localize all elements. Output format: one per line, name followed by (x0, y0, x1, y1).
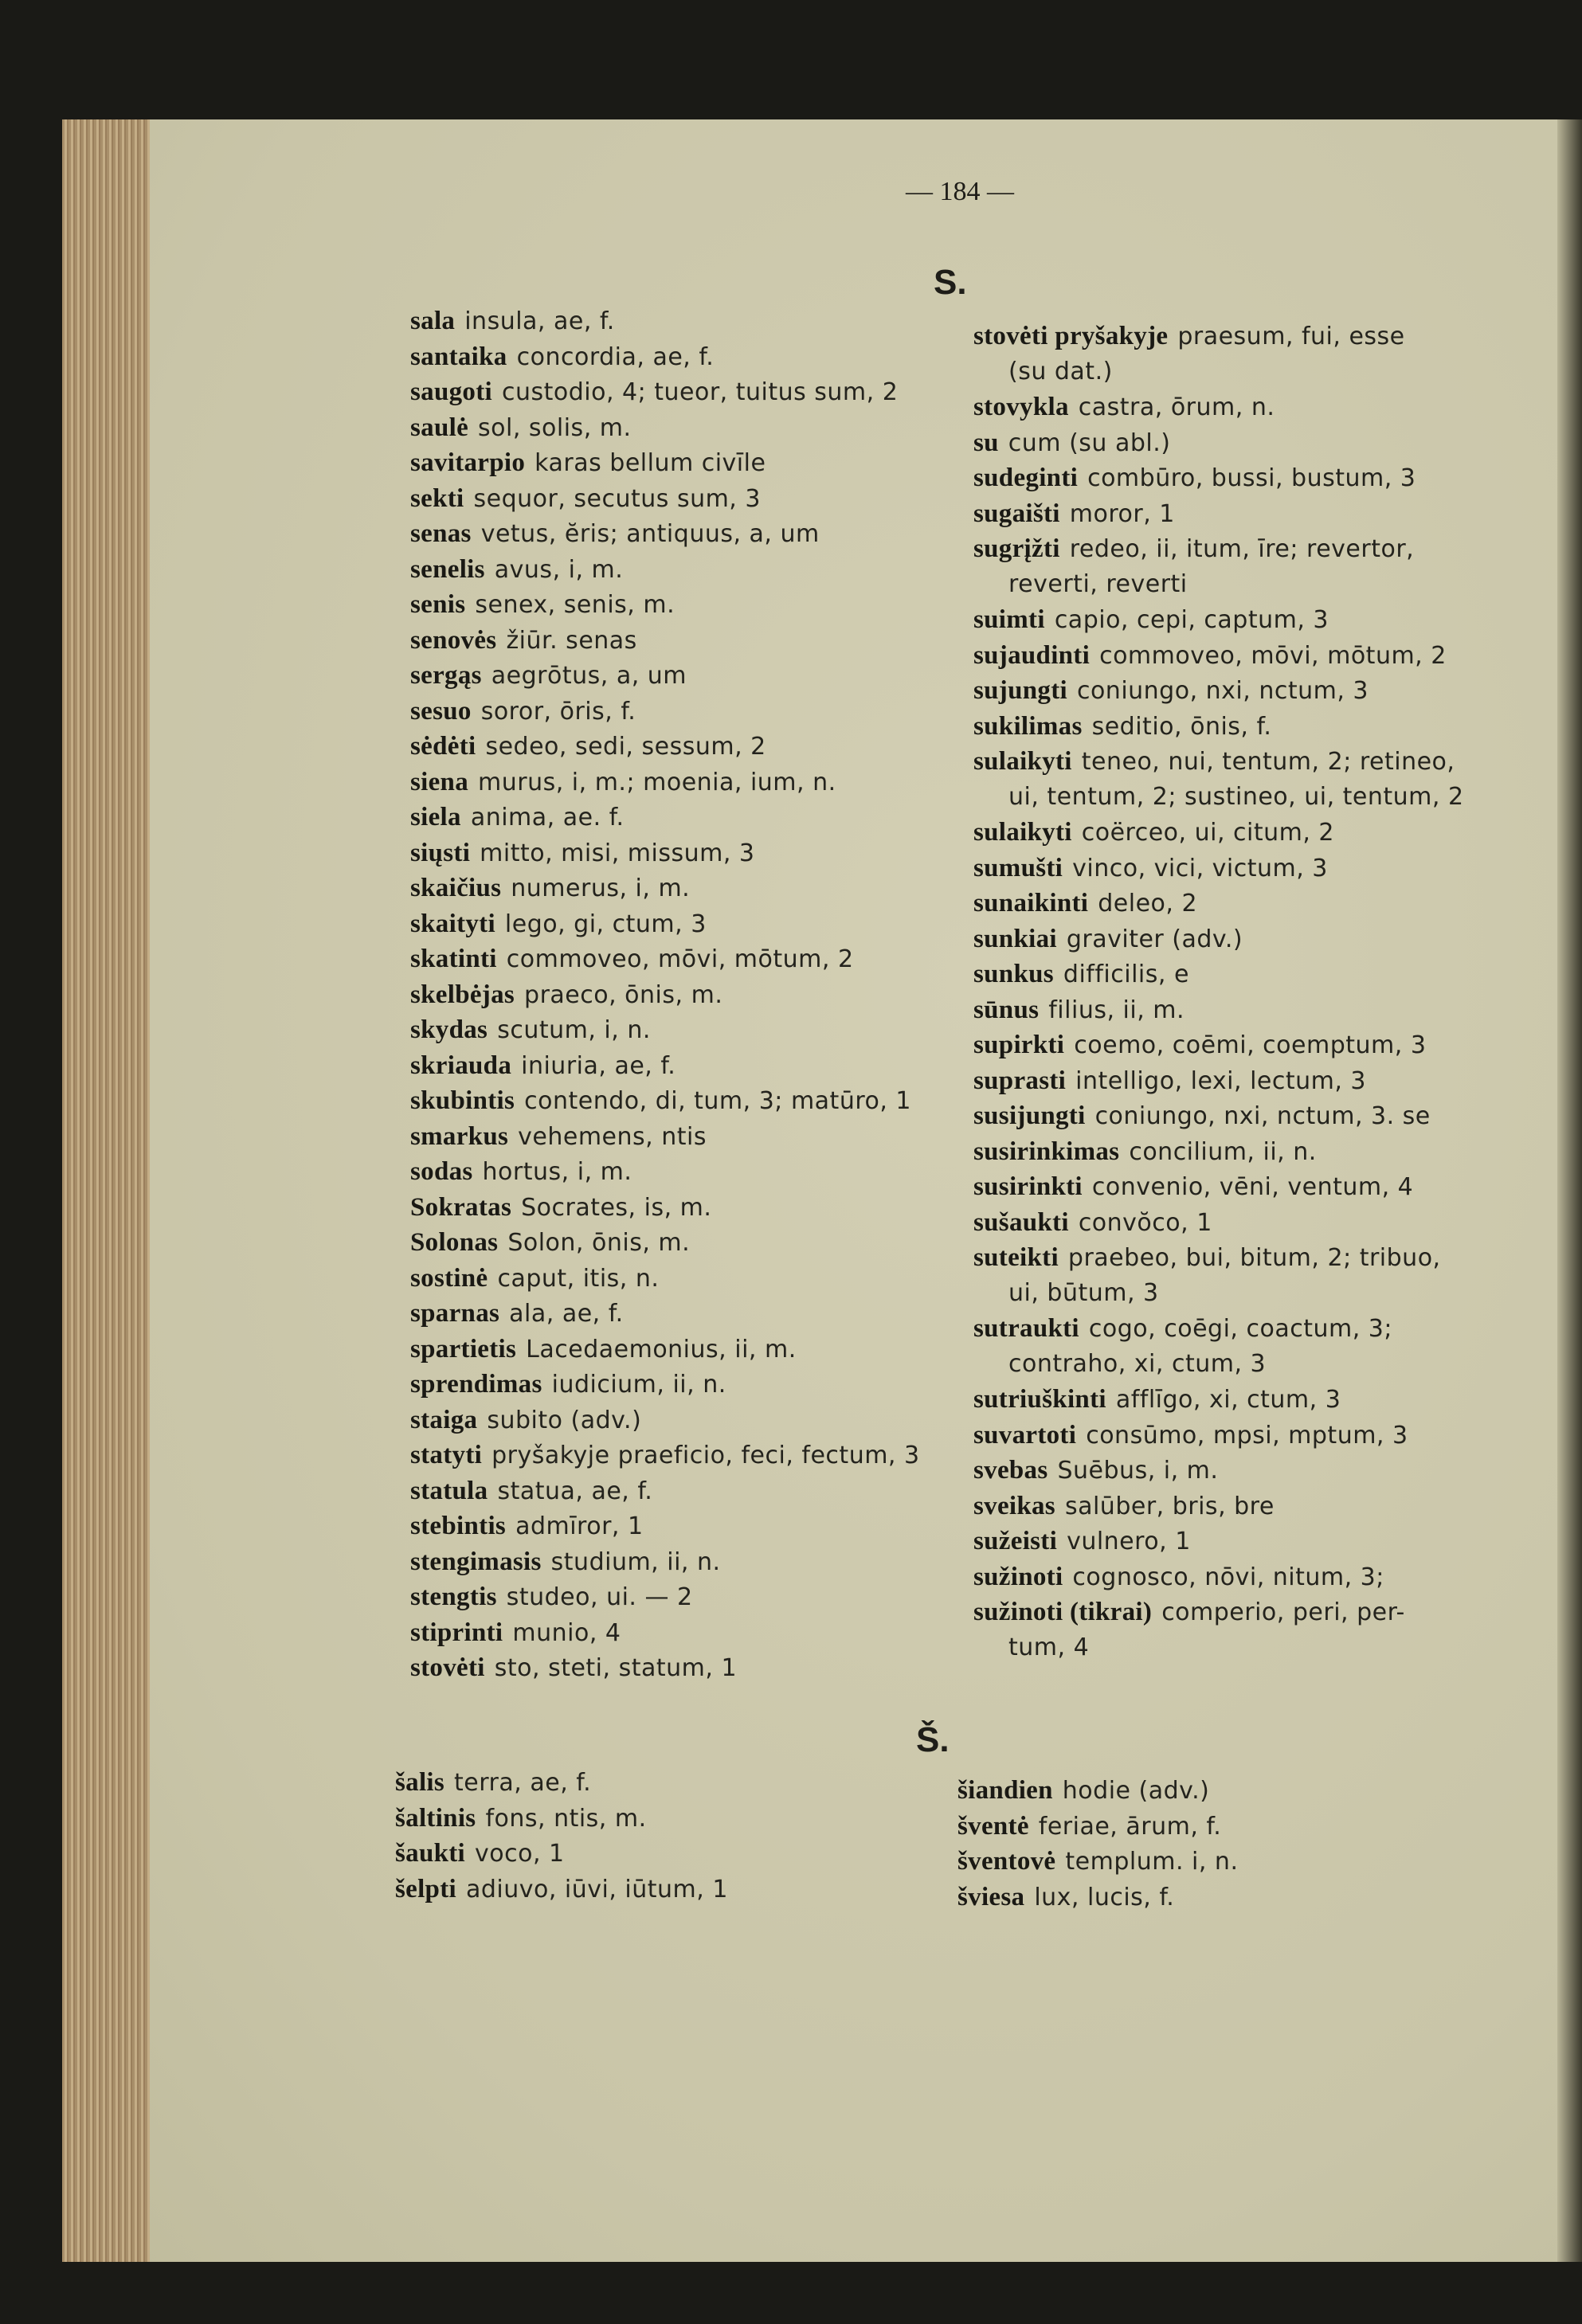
dictionary-entry (973, 996, 1515, 1031)
entry-definition: adiuvo, iūvi, iūtum, 1 (465, 1875, 728, 1903)
dictionary-entry (973, 1031, 1515, 1066)
entry-definition: sto, steti, statum, 1 (494, 1654, 738, 1682)
entry-definition: sedeo, sedi, sessum, 2 (485, 733, 766, 761)
dictionary-entry (410, 1264, 952, 1300)
entry-definition: coniungo, nxi, nctum, 3. se (1094, 1102, 1431, 1130)
entry-definition: cognosco, nōvi, nitum, 3; (1072, 1563, 1384, 1591)
entry-headword: sveikas (973, 1491, 1055, 1520)
entry-headword: stengimasis (410, 1547, 542, 1576)
dictionary-entry (973, 1385, 1515, 1421)
entry-definition: subito (adv.) (487, 1406, 642, 1434)
entry-headword: santaika (410, 342, 507, 371)
entry-definition: hodie (adv.) (1062, 1777, 1210, 1805)
dictionary-entry (973, 393, 1515, 428)
dictionary-entry (410, 980, 952, 1016)
entry-definition: convenio, vēni, ventum, 4 (1091, 1173, 1414, 1201)
entry-definition: commoveo, mōvi, mōtum, 2 (506, 945, 854, 973)
dictionary-entry (973, 464, 1515, 499)
entry-definition: studium, ii, n. (550, 1547, 721, 1576)
dictionary-entry (410, 1228, 952, 1264)
entry-headword: sulaikyti (973, 747, 1072, 776)
entry-definition: vetus, ĕris; antiquus, a, um (480, 520, 820, 548)
entry-headword: šalis (395, 1768, 445, 1797)
dictionary-entry (410, 1477, 952, 1512)
entry-definition: ala, ae, f. (509, 1300, 624, 1328)
entry-definition: senex, senis, m. (475, 591, 675, 619)
entry-definition: anima, ae. f. (470, 804, 625, 831)
entry-continuation: reverti, reverti (1008, 569, 1188, 598)
entry-definition: lux, lucis, f. (1034, 1883, 1175, 1911)
entry-headword: suimti (973, 605, 1045, 634)
dictionary-entry (410, 1015, 952, 1051)
dictionary-entry (395, 1875, 937, 1911)
dictionary-entry (410, 661, 952, 697)
entry-headword: su (973, 428, 999, 457)
entry-headword: staiga (410, 1405, 478, 1434)
entry-headword: skaičius (410, 874, 502, 902)
entry-definition: filius, ii, m. (1048, 996, 1185, 1024)
dictionary-entry (410, 1512, 952, 1547)
entry-definition: capio, cepi, captum, 3 (1054, 606, 1329, 634)
entry-headword: skydas (410, 1015, 488, 1044)
entry-headword: susirinkimas (973, 1137, 1120, 1166)
dictionary-entry (973, 960, 1515, 996)
dictionary-entry (957, 1776, 1499, 1812)
dictionary-entry (957, 1847, 1499, 1883)
entry-definition: lego, gi, ctum, 3 (504, 910, 707, 938)
entry-definition: murus, i, m.; moenia, ium, n. (478, 768, 836, 796)
page-gutter (1557, 119, 1582, 2262)
dictionary-entry (410, 555, 952, 591)
dictionary-entry (410, 413, 952, 449)
entry-definition: statua, ae, f. (497, 1477, 653, 1505)
entry-headword: senovės (410, 625, 497, 655)
entry-definition: karas bellum civīle (535, 449, 766, 477)
entry-definition: pryšakyje praeficio, feci, fectum, 3 (491, 1442, 920, 1469)
entry-headword: sulaikyti (973, 818, 1072, 847)
entry-definition: mitto, misi, missum, 3 (480, 839, 755, 867)
entry-headword: sužinoti (tikrai) (973, 1598, 1153, 1626)
entry-headword: sostinė (410, 1263, 488, 1293)
entry-continuation: (su dat.) (1008, 357, 1113, 385)
entry-continuation: tum, 4 (1008, 1633, 1090, 1661)
dictionary-entry (395, 1839, 937, 1875)
entry-headword: sprendimas (410, 1370, 542, 1399)
entry-headword: smarkus (410, 1121, 509, 1151)
entry-definition: praebeo, bui, bitum, 2; tribuo, (1067, 1244, 1441, 1272)
dictionary-entry (410, 1299, 952, 1335)
entry-continuation: contraho, xi, ctum, 3 (1008, 1349, 1267, 1378)
dictionary-entry (410, 803, 952, 839)
entry-headword: suprasti (973, 1066, 1067, 1095)
dictionary-entry (410, 1051, 952, 1087)
dictionary-entry (410, 697, 952, 733)
entry-headword: šaltinis (395, 1803, 476, 1833)
entry-definition: contendo, di, tum, 3; matūro, 1 (524, 1087, 912, 1115)
dictionary-entry (395, 1768, 937, 1804)
dictionary-entry (973, 1172, 1515, 1208)
entry-headword: svebas (973, 1456, 1048, 1485)
dictionary-entry (410, 732, 952, 768)
dictionary-entry (973, 1527, 1515, 1563)
entry-definition: iudicium, ii, n. (551, 1371, 726, 1399)
entry-definition: vehemens, ntis (518, 1122, 707, 1151)
entry-headword: sutraukti (973, 1314, 1079, 1343)
dictionary-entry (973, 428, 1515, 464)
dictionary-entry (973, 889, 1515, 925)
entry-headword: siena (410, 767, 469, 796)
entry-definition: cogo, coēgi, coactum, 3; (1088, 1315, 1392, 1343)
dictionary-entry (973, 1598, 1515, 1633)
dictionary-entry (410, 910, 952, 945)
entry-definition: difficilis, e (1063, 961, 1189, 988)
dictionary-entry (410, 342, 952, 378)
entry-definition: studeo, ui. — 2 (506, 1583, 693, 1611)
entry-definition: teneo, nui, tentum, 2; retineo, (1081, 748, 1455, 776)
entry-headword: šiandien (957, 1776, 1053, 1805)
entry-definition: soror, ōris, f. (480, 697, 636, 726)
entry-headword: šaukti (395, 1839, 466, 1868)
entry-headword: sėdėti (410, 732, 476, 761)
entry-definition: terra, ae, f. (454, 1769, 592, 1797)
entry-headword: senas (410, 519, 472, 548)
entry-definition: praesum, fui, esse (1177, 323, 1405, 350)
entry-definition: sol, solis, m. (478, 413, 632, 442)
entry-headword: sunkus (973, 960, 1054, 988)
entry-headword: siela (410, 803, 461, 831)
entry-headword: sudeginti (973, 464, 1079, 492)
entry-headword: skriauda (410, 1050, 512, 1080)
entry-headword: sparnas (410, 1299, 500, 1328)
dictionary-entry (410, 1653, 952, 1689)
entry-definition: moror, 1 (1069, 499, 1175, 528)
dictionary-entry (410, 448, 952, 484)
dictionary-entry (410, 378, 952, 413)
dictionary-entry (410, 874, 952, 910)
dictionary-entry (973, 854, 1515, 890)
entry-headword: suvartoti (973, 1420, 1077, 1450)
entry-definition: seditio, ōnis, f. (1091, 712, 1272, 741)
dictionary-entry (973, 1208, 1515, 1244)
section-heading-s: S. (934, 263, 967, 302)
entry-headword: sujungti (973, 676, 1067, 705)
entry-headword: sužeisti (973, 1527, 1058, 1555)
dictionary-entry (957, 1812, 1499, 1848)
dictionary-entry (410, 1086, 952, 1122)
entry-definition: scutum, i, n. (497, 1016, 651, 1044)
entry-definition: consūmo, mpsi, mptum, 3 (1086, 1421, 1408, 1450)
entry-definition: munio, 4 (512, 1618, 621, 1647)
entry-definition: Solon, ōnis, m. (507, 1229, 691, 1257)
entry-headword: sesuo (410, 696, 472, 726)
entry-definition: coemo, coēmi, coemptum, 3 (1074, 1031, 1427, 1059)
section-sh-left-column (395, 1768, 937, 1910)
dictionary-entry (973, 499, 1515, 535)
entry-headword: šviesa (957, 1882, 1025, 1911)
entry-headword: supirkti (973, 1031, 1065, 1059)
entry-headword: sužinoti (973, 1562, 1063, 1591)
entry-definition: caput, itis, n. (497, 1264, 660, 1293)
entry-headword: sūnus (973, 995, 1040, 1024)
dictionary-entry (410, 839, 952, 874)
entry-definition: concordia, ae, f. (516, 342, 715, 371)
entry-definition: praeco, ōnis, m. (524, 980, 723, 1009)
section-heading-sh: Š. (916, 1720, 950, 1759)
entry-definition: admīror, 1 (515, 1512, 644, 1540)
entry-headword: stovėti (410, 1653, 485, 1682)
entry-headword: sušaukti (973, 1207, 1069, 1237)
entry-headword: sunaikinti (973, 889, 1089, 917)
entry-headword: Solonas (410, 1228, 499, 1257)
dictionary-entry (410, 1335, 952, 1371)
dictionary-entry (973, 1563, 1515, 1598)
dictionary-entry (973, 1456, 1515, 1492)
entry-definition: graviter (adv.) (1066, 925, 1243, 953)
entry-definition: concilium, ii, n. (1129, 1137, 1317, 1166)
entry-headword: Sokratas (410, 1192, 512, 1222)
entry-definition: Suēbus, i, m. (1057, 1457, 1219, 1485)
dictionary-entry (973, 641, 1515, 677)
entry-headword: sutriuškinti (973, 1385, 1106, 1414)
dictionary-entry (973, 1066, 1515, 1102)
entry-headword: suteikti (973, 1243, 1059, 1272)
entry-headword: sujaudinti (973, 640, 1091, 670)
entry-headword: statula (410, 1476, 488, 1505)
section-sh-right-column (957, 1776, 1499, 1918)
entry-definition: Socrates, is, m. (521, 1193, 712, 1222)
dictionary-entry (395, 1804, 937, 1840)
page-edges (62, 119, 150, 2262)
entry-definition: intelligo, lexi, lectum, 3 (1075, 1066, 1367, 1095)
entry-definition: aegrōtus, a, um (491, 662, 687, 690)
entry-definition: templum. i, n. (1065, 1848, 1239, 1876)
section-s-left-column (410, 307, 952, 1689)
dictionary-entry (410, 1370, 952, 1406)
dictionary-entry (410, 590, 952, 626)
entry-definition: iniuria, ae, f. (521, 1051, 676, 1080)
dictionary-entry (410, 768, 952, 804)
entry-definition: žiūr. senas (506, 626, 637, 655)
entry-headword: sala (410, 307, 456, 335)
entry-definition: castra, ōrum, n. (1078, 393, 1275, 421)
dictionary-entry (410, 1193, 952, 1229)
entry-definition: commoveo, mōvi, mōtum, 2 (1099, 641, 1447, 670)
dictionary-entry (410, 484, 952, 520)
dictionary-entry (957, 1883, 1499, 1919)
entry-headword: senis (410, 590, 466, 619)
dictionary-entry (410, 1157, 952, 1193)
section-s-right-column (973, 322, 1515, 1669)
entry-definition: vulnero, 1 (1067, 1528, 1191, 1555)
entry-headword: skatinti (410, 945, 497, 973)
dictionary-entry (410, 626, 952, 662)
entry-headword: sugrįžti (973, 534, 1060, 563)
entry-definition: afflīgo, xi, ctum, 3 (1115, 1386, 1341, 1414)
dictionary-entry (973, 322, 1515, 358)
entry-definition: Lacedaemonius, ii, m. (526, 1335, 797, 1363)
dictionary-entry (410, 1122, 952, 1158)
entry-continuation: ui, tentum, 2; sustineo, ui, tentum, 2 (1008, 782, 1464, 811)
entry-headword: stovėti pryšakyje (973, 322, 1169, 350)
entry-headword: šventovė (957, 1847, 1056, 1876)
entry-definition: insula, ae, f. (464, 307, 615, 335)
entry-headword: saulė (410, 413, 469, 442)
entry-headword: skaityti (410, 909, 495, 938)
dictionary-entry (410, 945, 952, 980)
dictionary-entry (973, 1101, 1515, 1137)
entry-headword: sunkiai (973, 924, 1057, 953)
entry-definition: coërceo, ui, citum, 2 (1081, 819, 1335, 847)
entry-headword: statyti (410, 1441, 483, 1469)
entry-definition: redeo, ii, itum, īre; revertor, (1069, 535, 1415, 563)
entry-definition: feriae, ārum, f. (1038, 1812, 1222, 1841)
dictionary-entry (973, 1243, 1515, 1279)
entry-headword: stovykla (973, 393, 1069, 421)
dictionary-entry (410, 1547, 952, 1583)
entry-definition: avus, i, m. (494, 555, 624, 584)
entry-definition: salūber, bris, bre (1064, 1492, 1275, 1520)
entry-definition: coniungo, nxi, nctum, 3 (1076, 677, 1369, 705)
entry-headword: sekti (410, 483, 464, 513)
dictionary-entry (973, 534, 1515, 570)
dictionary-entry (410, 1618, 952, 1654)
dictionary-entry (973, 1492, 1515, 1528)
dictionary-entry (973, 1314, 1515, 1350)
entry-definition: sequor, secutus sum, 3 (473, 484, 761, 513)
dictionary-entry (410, 1441, 952, 1477)
entry-definition: vinco, vici, victum, 3 (1072, 854, 1328, 882)
dictionary-entry (973, 676, 1515, 712)
dictionary-entry (973, 747, 1515, 783)
entry-headword: sukilimas (973, 711, 1083, 741)
entry-headword: saugoti (410, 378, 492, 406)
entry-headword: sugaišti (973, 499, 1060, 528)
entry-definition: comperio, peri, per- (1161, 1598, 1405, 1626)
entry-headword: susirinkti (973, 1172, 1083, 1201)
entry-definition: fons, ntis, m. (485, 1804, 647, 1833)
entry-definition: custodio, 4; tueor, tuitus sum, 2 (501, 378, 899, 406)
entry-definition: deleo, 2 (1098, 890, 1198, 917)
page-number: — 184 — (906, 177, 1014, 206)
dictionary-entry (973, 925, 1515, 961)
entry-headword: siųsti (410, 838, 471, 867)
entry-headword: šventė (957, 1811, 1029, 1841)
entry-headword: senelis (410, 554, 485, 584)
entry-headword: sodas (410, 1157, 473, 1186)
entry-headword: stebintis (410, 1512, 507, 1540)
entry-headword: sergąs (410, 661, 482, 690)
entry-headword: sumušti (973, 853, 1063, 882)
entry-definition: combūro, bussi, bustum, 3 (1087, 464, 1416, 492)
dictionary-entry (410, 307, 952, 342)
entry-definition: convŏco, 1 (1078, 1208, 1212, 1237)
entry-headword: stengtis (410, 1583, 497, 1611)
dictionary-entry (973, 605, 1515, 641)
entry-continuation: ui, būtum, 3 (1008, 1278, 1159, 1307)
dictionary-entry (973, 818, 1515, 854)
entry-definition: cum (su abl.) (1008, 428, 1171, 457)
entry-headword: skelbėjas (410, 980, 515, 1009)
entry-headword: savitarpio (410, 448, 526, 477)
dictionary-entry (973, 1137, 1515, 1173)
entry-definition: hortus, i, m. (482, 1158, 632, 1186)
dictionary-entry (410, 1583, 952, 1618)
entry-headword: šelpti (395, 1874, 456, 1903)
entry-definition: numerus, i, m. (511, 874, 691, 902)
dictionary-entry (410, 1406, 952, 1442)
entry-headword: susijungti (973, 1101, 1086, 1130)
entry-headword: spartietis (410, 1334, 517, 1363)
entry-definition: voco, 1 (475, 1840, 565, 1868)
entry-headword: skubintis (410, 1086, 515, 1115)
entry-headword: stiprinti (410, 1618, 503, 1647)
dictionary-entry (973, 712, 1515, 748)
dictionary-entry (410, 519, 952, 555)
dictionary-entry (973, 1421, 1515, 1457)
